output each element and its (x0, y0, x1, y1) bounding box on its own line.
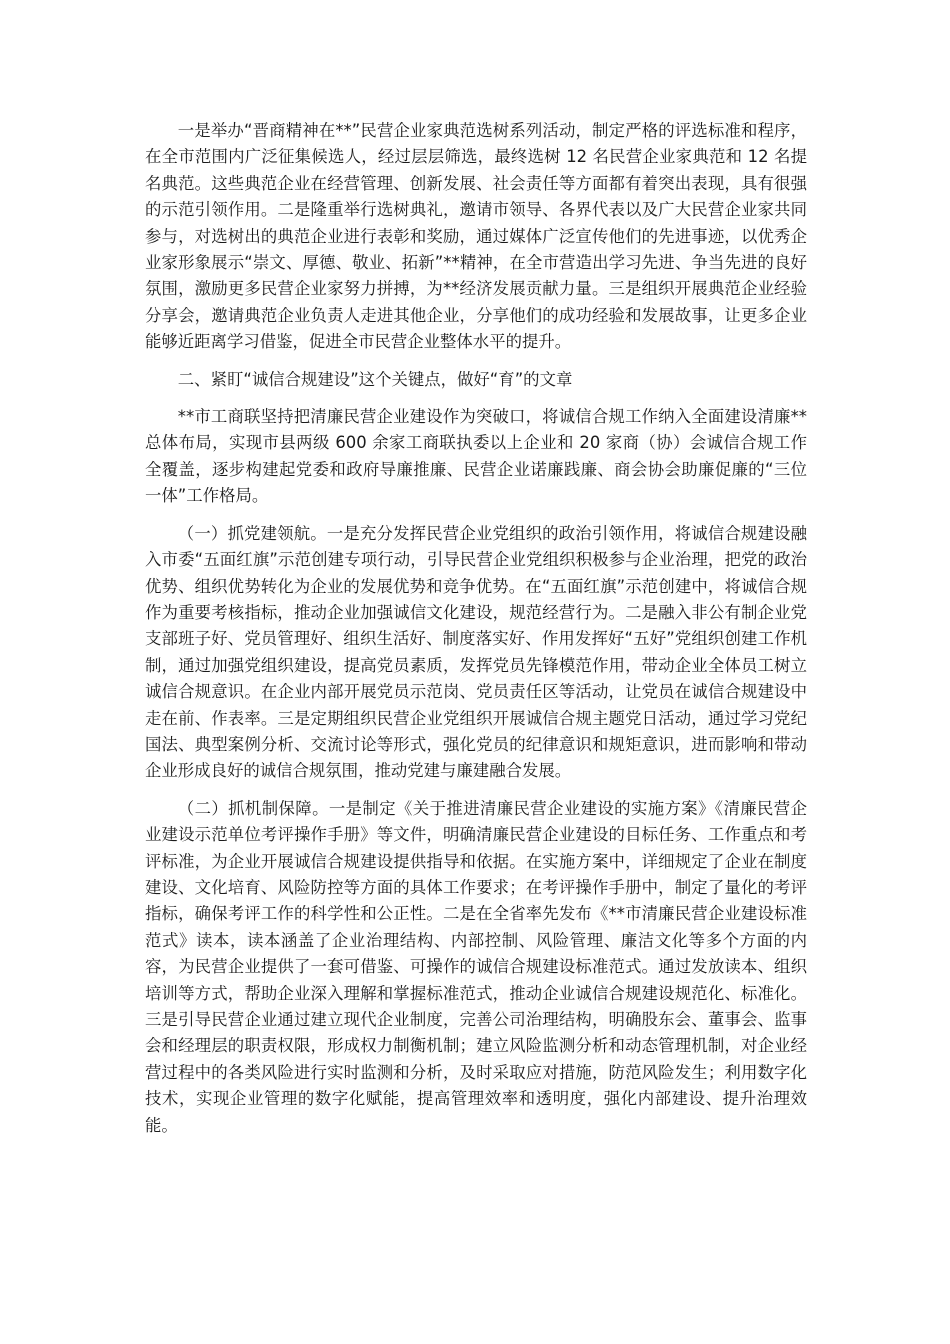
document-page (145, 118, 807, 1150)
paragraph-federation-overview: **市工商联坚持把清廉民营企业建设作为突破口，将诚信合规工作纳入全面建设清廉**总体布局，实现市县两级 600 余家工商联执委以上企业和 20 家商（协）会诚信合规工作全覆盖，逐步构建起党委和政府导廉推廉、民营企业诺廉践廉、商会协会助廉促廉的“三位一体”工作格局。 (145, 407, 807, 506)
section-heading-integrity-compliance: 二、紧盯“诚信合规建设”这个关键点，做好“育”的文章 (177, 369, 573, 389)
paragraph-party-building: （一）抓党建领航。一是充分发挥民营企业党组织的政治引领作用，将诚信合规建设融入市委“五面红旗”示范创建专项行动，引导民营企业党组织积极参与企业治理，把党的政治优势、组织优势转化为企业的发展优势和竞争优势。在“五面红旗”示范创建中，将诚信合规作为重要考核指标，推动企业加强诚信文化建设，规范经营行为。二是融入非公有制企业党支部班子好、党员管理好、组织生活好、制度落实好、作用发挥好“五好”党组织创建工作机制，通过加强党组织建设，提高党员素质，发挥党员先锋模范作用，带动企业全体员工树立诚信合规意识。在企业内部开展党员示范岗、党员责任区等活动，让党员在诚信合规建设中走在前、作表率。三是定期组织民营企业党组织开展诚信合规主题党日活动，通过学习党纪国法、典型案例分析、交流讨论等形式，强化党员的纪律意识和规矩意识，进而影响和带动企业形成良好的诚信合规氛围，推动党建与廉建融合发展。 (145, 523, 807, 781)
paragraph-typical-enterprises: 一是举办“晋商精神在**”民营企业家典范选树系列活动，制定严格的评选标准和程序，在全市范围内广泛征集候选人，经过层层筛选，最终选树 12 名民营企业家典范和 12 名提名典范。这些典范企业在经营管理、创新发展、社会责任等方面都有着突出表现，具有很强的示范引领作用。二是隆重举行选树典礼，邀请市领导、各界代表以及广大民营企业家共同参与，对选树出的典范企业进行表彰和奖励，通过媒体广泛宣传他们的先进事迹，以优秀企业家形象展示“崇文、厚德、敬业、拓新”**精神，在全市营造出学习先进、争当先进的良好氛围，激励更多民营企业家努力拼搏，为**经济发展贡献力量。三是组织开展典范企业经验分享会，邀请典范企业负责人走进其他企业，分享他们的成功经验和发展故事，让更多企业能够近距离学习借鉴，促进全市民营企业整体水平的提升。 (145, 121, 807, 352)
paragraph-mechanism-guarantee: （二）抓机制保障。一是制定《关于推进清廉民营企业建设的实施方案》《清廉民营企业建设示范单位考评操作手册》等文件，明确清廉民营企业建设的目标任务、工作重点和考评标准，为企业开展诚信合规建设提供指导和依据。在实施方案中，详细规定了企业在制度建设、文化培育、风险防控等方面的具体工作要求；在考评操作手册中，制定了量化的考评指标，确保考评工作的科学性和公正性。二是在全省率先发布《**市清廉民营企业建设标准范式》读本，读本涵盖了企业治理结构、内部控制、风险管理、廉洁文化等多个方面的内容，为民营企业提供了一套可借鉴、可操作的诚信合规建设标准范式。通过发放读本、组织培训等方式，帮助企业深入理解和掌握标准范式，推动企业诚信合规建设规范化、标准化。三是引导民营企业通过建立现代企业制度，完善公司治理结构，明确股东会、董事会、监事会和经理层的职责权限，形成权力制衡机制；建立风险监测分析和动态管理机制，对企业经营过程中的各类风险进行实时监测和分析，及时采取应对措施，防范风险发生；利用数字化技术，实现企业管理的数字化赋能，提高管理效率和透明度，强化内部建设、提升治理效能。 (145, 798, 807, 1135)
